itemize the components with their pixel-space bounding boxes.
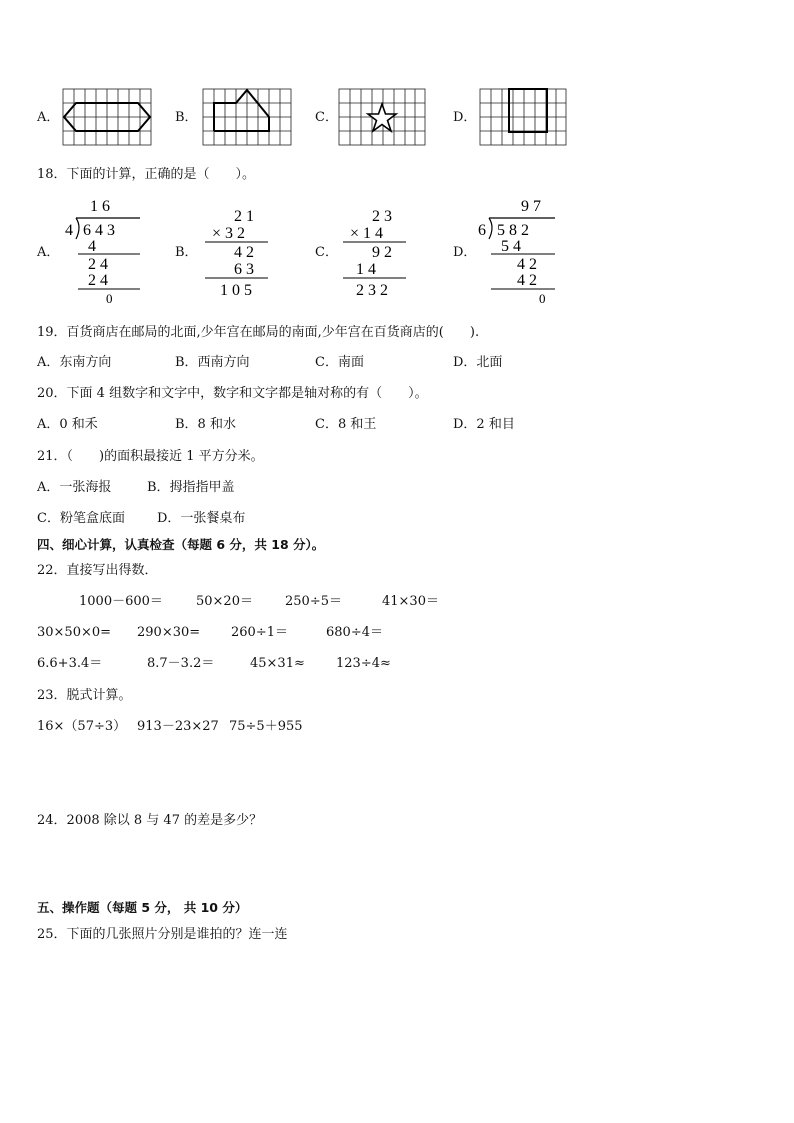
- q18-stem: 18．下面的计算，正确的是（ ）。: [37, 167, 256, 182]
- q18-option-b-label: B．: [175, 245, 198, 260]
- step3: 4 2: [517, 272, 537, 289]
- q23-item: 75÷5＋955: [229, 719, 303, 734]
- q21-option-c: C．粉笔盒底面: [37, 511, 125, 526]
- q22-item: 123÷4≈: [336, 656, 391, 671]
- grid-figure-c: [338, 88, 426, 146]
- q22-item: 45×31≈: [250, 656, 305, 671]
- option-c-label: C．: [315, 110, 338, 125]
- q20-option-b: B．8 和水: [175, 417, 236, 432]
- q18-calc-c: [338, 205, 413, 300]
- divisor: 4: [65, 222, 73, 239]
- step1: 5 4: [501, 238, 521, 255]
- q22-item: 290×30=: [137, 625, 201, 640]
- top: 2 1: [234, 208, 254, 225]
- q23-item: 913－23×27: [137, 719, 219, 734]
- partial1: 4 2: [234, 244, 254, 261]
- option-d-label: D．: [453, 110, 477, 125]
- result: 2 3 2: [356, 282, 388, 299]
- step1: 4: [88, 238, 96, 255]
- q18-option-c-label: C．: [315, 245, 338, 260]
- grid-figure-d: [479, 88, 567, 146]
- q23-stem: 23．脱式计算。: [37, 688, 132, 703]
- q22-item: 41×30＝: [382, 594, 439, 609]
- top: 2 3: [372, 208, 392, 225]
- q19-option-d: D．北面: [453, 355, 503, 370]
- q18-option-d-label: D．: [453, 245, 477, 260]
- partial2: 6 3: [234, 261, 254, 278]
- q19-stem: 19．百货商店在邮局的北面,少年宫在邮局的南面,少年宫在百货商店的( ).: [37, 325, 480, 340]
- mult: × 3 2: [212, 225, 246, 242]
- q21-stem: 21．（ )的面积最接近 1 平方分米。: [37, 449, 264, 464]
- section-5-heading: 五、操作题（每题 5 分， 共 10 分）: [37, 900, 248, 915]
- q21-option-b: B．拇指指甲盖: [147, 480, 235, 495]
- q20-option-a: A．0 和禾: [37, 417, 98, 432]
- q19-option-a: A．东南方向: [37, 355, 112, 370]
- q18-calc-d: [475, 195, 560, 307]
- q21-option-d: D．一张餐桌布: [157, 511, 246, 526]
- q20-option-c: C．8 和王: [315, 417, 377, 432]
- dividend: 6 4 3: [83, 222, 115, 239]
- q22-item: 8.7－3.2＝: [147, 656, 215, 671]
- q18-calc-b: [200, 205, 275, 300]
- step4: 0: [539, 291, 546, 306]
- quotient: 9 7: [521, 198, 541, 215]
- q22-item: 680÷4＝: [326, 625, 383, 640]
- section-4-heading: 四、细心计算，认真检查（每题 6 分，共 18 分）。: [37, 537, 325, 552]
- q19-option-c: C．南面: [315, 355, 364, 370]
- partial2: 1 4: [356, 261, 376, 278]
- q18-calc-a: [60, 195, 145, 307]
- step2: 4 2: [517, 256, 537, 273]
- q25-stem: 25．下面的几张照片分别是谁拍的？连一连: [37, 927, 288, 942]
- q21-option-a: A．一张海报: [37, 480, 112, 495]
- step3: 2 4: [88, 272, 108, 289]
- option-b-label: B．: [175, 110, 198, 125]
- partial1: 9 2: [372, 244, 392, 261]
- q20-stem: 20．下面 4 组数字和文字中，数字和文字都是轴对称的有（ ）。: [37, 386, 428, 401]
- q22-item: 1000－600＝: [79, 594, 163, 609]
- dividend: 5 8 2: [497, 222, 529, 239]
- quotient: 1 6: [90, 198, 110, 215]
- q18-option-a-label: A．: [37, 245, 60, 260]
- q22-item: 260÷1＝: [231, 625, 288, 640]
- q24-stem: 24．2008 除以 8 与 47 的差是多少？: [37, 813, 263, 828]
- q22-item: 50×20＝: [196, 594, 253, 609]
- q22-item: 250÷5＝: [285, 594, 342, 609]
- q22-item: 6.6+3.4＝: [37, 656, 103, 671]
- option-a-label: A．: [37, 110, 60, 125]
- q23-item: 16×（57÷3）: [37, 719, 127, 734]
- result: 1 0 5: [220, 282, 252, 299]
- q22-item: 30×50×0=: [37, 625, 112, 640]
- mult: × 1 4: [350, 225, 384, 242]
- q20-option-d: D．2 和目: [453, 417, 515, 432]
- step2: 2 4: [88, 256, 108, 273]
- divisor: 6: [478, 222, 486, 239]
- q22-stem: 22．直接写出得数．: [37, 563, 158, 578]
- q19-option-b: B．西南方向: [175, 355, 250, 370]
- grid-figure-a: [62, 88, 152, 146]
- step4: 0: [106, 291, 113, 306]
- grid-figure-b: [202, 88, 292, 146]
